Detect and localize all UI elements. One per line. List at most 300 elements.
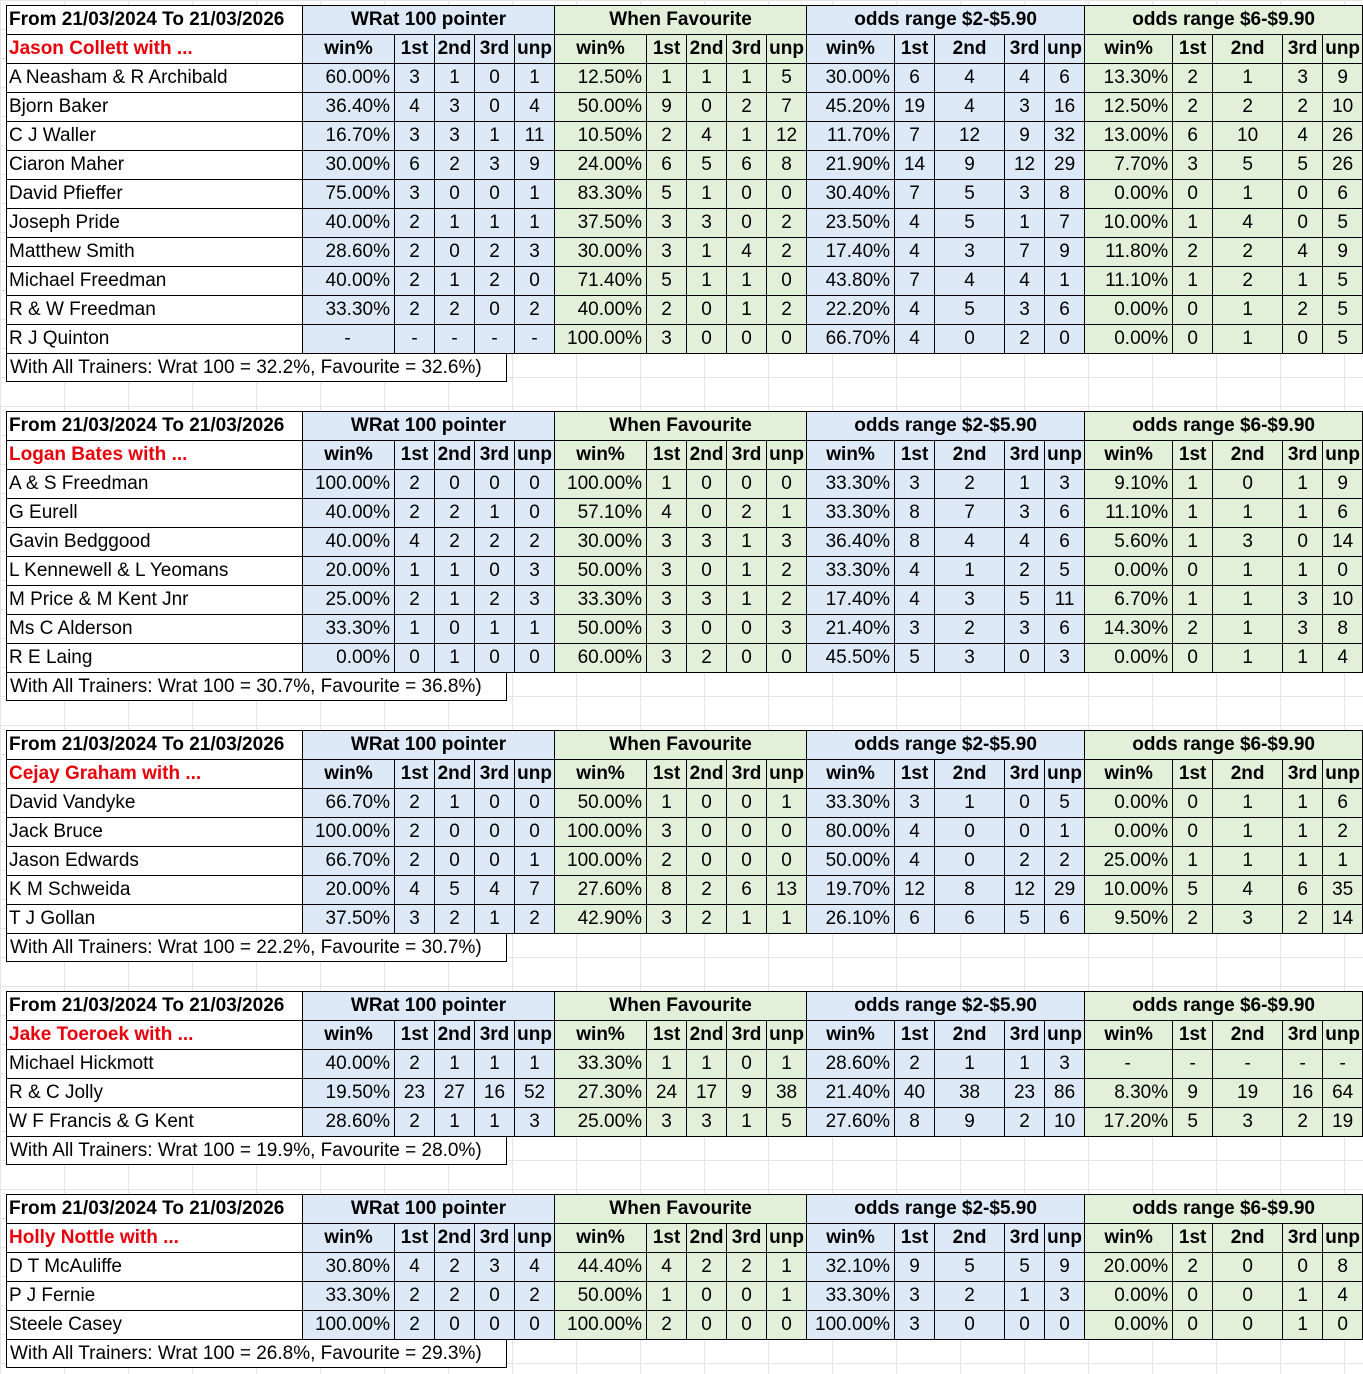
count-cell: 6 bbox=[1323, 180, 1363, 209]
count-cell: 5 bbox=[1005, 905, 1045, 934]
count-cell: 0 bbox=[1213, 1282, 1283, 1311]
count-cell: 4 bbox=[895, 296, 935, 325]
trainer-name: Michael Hickmott bbox=[7, 1050, 303, 1079]
count-cell: 1 bbox=[515, 180, 555, 209]
count-cell: 5 bbox=[647, 267, 687, 296]
column-header: 1st bbox=[895, 1224, 935, 1253]
count-cell: 2 bbox=[935, 1282, 1005, 1311]
count-cell: 3 bbox=[687, 209, 727, 238]
count-cell: 3 bbox=[647, 557, 687, 586]
win-pct-cell: 50.00% bbox=[555, 615, 647, 644]
column-header: 2nd bbox=[687, 1021, 727, 1050]
count-cell: 2 bbox=[435, 151, 475, 180]
win-pct-cell: 57.10% bbox=[555, 499, 647, 528]
count-cell: 0 bbox=[435, 470, 475, 499]
win-pct-cell: 5.60% bbox=[1085, 528, 1173, 557]
column-header: win% bbox=[1085, 441, 1173, 470]
count-cell: 2 bbox=[935, 470, 1005, 499]
table-row bbox=[7, 818, 1363, 847]
count-cell: 10 bbox=[1323, 93, 1363, 122]
count-cell: 3 bbox=[767, 615, 807, 644]
group-header: odds range $2-$5.90 bbox=[807, 1195, 1085, 1224]
column-header: 1st bbox=[395, 35, 435, 64]
count-cell: 2 bbox=[647, 847, 687, 876]
win-pct-cell: 11.10% bbox=[1085, 267, 1173, 296]
group-header: WRat 100 pointer bbox=[303, 412, 555, 441]
count-cell: 1 bbox=[515, 64, 555, 93]
column-header: 1st bbox=[647, 35, 687, 64]
count-cell: 12 bbox=[1005, 151, 1045, 180]
count-cell: 3 bbox=[1005, 499, 1045, 528]
count-cell: 0 bbox=[687, 470, 727, 499]
count-cell: 0 bbox=[727, 644, 767, 673]
count-cell: 2 bbox=[395, 296, 435, 325]
count-cell: 6 bbox=[727, 876, 767, 905]
count-cell: 13 bbox=[767, 876, 807, 905]
group-header: odds range $2-$5.90 bbox=[807, 6, 1085, 35]
count-cell: 0 bbox=[687, 1311, 727, 1340]
table-row bbox=[7, 905, 1363, 934]
table-row bbox=[7, 151, 1363, 180]
trainer-name: Michael Freedman bbox=[7, 267, 303, 296]
count-cell: 0 bbox=[515, 818, 555, 847]
count-cell: 0 bbox=[475, 1282, 515, 1311]
count-cell: 4 bbox=[895, 586, 935, 615]
table-row bbox=[7, 876, 1363, 905]
header-row bbox=[7, 1195, 1363, 1224]
win-pct-cell: 33.30% bbox=[807, 470, 895, 499]
win-pct-cell: 100.00% bbox=[807, 1311, 895, 1340]
column-header: 1st bbox=[395, 1021, 435, 1050]
count-cell: 9 bbox=[1323, 64, 1363, 93]
count-cell: 1 bbox=[1213, 644, 1283, 673]
count-cell: 0 bbox=[475, 180, 515, 209]
count-cell: 2 bbox=[767, 586, 807, 615]
count-cell: 4 bbox=[1283, 122, 1323, 151]
count-cell: - bbox=[395, 325, 435, 354]
table-row bbox=[7, 267, 1363, 296]
count-cell: 3 bbox=[687, 528, 727, 557]
count-cell: 3 bbox=[1045, 644, 1085, 673]
win-pct-cell: 50.00% bbox=[555, 557, 647, 586]
period-title: From 21/03/2024 To 21/03/2026 bbox=[7, 6, 303, 35]
count-cell: 1 bbox=[935, 789, 1005, 818]
count-cell: 2 bbox=[1213, 267, 1283, 296]
table-row bbox=[7, 528, 1363, 557]
win-pct-cell: 50.00% bbox=[807, 847, 895, 876]
win-pct-cell: 6.70% bbox=[1085, 586, 1173, 615]
count-cell: 5 bbox=[1173, 1108, 1213, 1137]
count-cell: 2 bbox=[395, 1050, 435, 1079]
trainer-name: Jack Bruce bbox=[7, 818, 303, 847]
column-header: unp bbox=[1045, 760, 1085, 789]
count-cell: 0 bbox=[1283, 180, 1323, 209]
column-header: unp bbox=[767, 35, 807, 64]
count-cell: 3 bbox=[647, 905, 687, 934]
trainer-name: T J Gollan bbox=[7, 905, 303, 934]
count-cell: 1 bbox=[475, 499, 515, 528]
count-cell: 1 bbox=[687, 180, 727, 209]
count-cell: 3 bbox=[1213, 1108, 1283, 1137]
stats-table bbox=[6, 991, 1363, 1137]
count-cell: 2 bbox=[515, 528, 555, 557]
column-header: 3rd bbox=[1005, 1224, 1045, 1253]
count-cell: 2 bbox=[435, 499, 475, 528]
count-cell: 6 bbox=[1173, 122, 1213, 151]
win-pct-cell: 0.00% bbox=[1085, 818, 1173, 847]
count-cell: - bbox=[1283, 1050, 1323, 1079]
win-pct-cell: 40.00% bbox=[303, 209, 395, 238]
count-cell: 0 bbox=[687, 325, 727, 354]
table-row bbox=[7, 1282, 1363, 1311]
count-cell: 1 bbox=[435, 1108, 475, 1137]
count-cell: 1 bbox=[395, 615, 435, 644]
column-header: 2nd bbox=[935, 760, 1005, 789]
group-header: When Favourite bbox=[555, 731, 807, 760]
count-cell: 1 bbox=[1283, 470, 1323, 499]
count-cell: 2 bbox=[1045, 847, 1085, 876]
count-cell: 2 bbox=[435, 528, 475, 557]
count-cell: 1 bbox=[1045, 267, 1085, 296]
count-cell: 2 bbox=[435, 1282, 475, 1311]
count-cell: 38 bbox=[767, 1079, 807, 1108]
column-header: 3rd bbox=[727, 441, 767, 470]
count-cell: 4 bbox=[895, 209, 935, 238]
count-cell: 35 bbox=[1323, 876, 1363, 905]
count-cell: 3 bbox=[895, 615, 935, 644]
count-cell: 3 bbox=[475, 1253, 515, 1282]
win-pct-cell: 13.30% bbox=[1085, 64, 1173, 93]
count-cell: 4 bbox=[895, 325, 935, 354]
column-header: 2nd bbox=[935, 35, 1005, 64]
count-cell: 2 bbox=[647, 1311, 687, 1340]
win-pct-cell: 0.00% bbox=[1085, 296, 1173, 325]
win-pct-cell: 0.00% bbox=[1085, 325, 1173, 354]
count-cell: 9 bbox=[1173, 1079, 1213, 1108]
count-cell: 8 bbox=[1323, 1253, 1363, 1282]
count-cell: 4 bbox=[1005, 528, 1045, 557]
count-cell: 2 bbox=[1283, 905, 1323, 934]
column-header: win% bbox=[303, 1224, 395, 1253]
jockey-label: Cejay Graham with ... bbox=[7, 760, 303, 789]
win-pct-cell: 0.00% bbox=[1085, 789, 1173, 818]
count-cell: 2 bbox=[395, 586, 435, 615]
column-header: 3rd bbox=[1005, 760, 1045, 789]
count-cell: 3 bbox=[515, 1108, 555, 1137]
column-header: win% bbox=[807, 1021, 895, 1050]
jockey-label: Logan Bates with ... bbox=[7, 441, 303, 470]
count-cell: 0 bbox=[435, 1311, 475, 1340]
column-header: 1st bbox=[1173, 441, 1213, 470]
win-pct-cell: 12.50% bbox=[555, 64, 647, 93]
count-cell: 0 bbox=[767, 644, 807, 673]
trainer-name: Ciaron Maher bbox=[7, 151, 303, 180]
count-cell: 3 bbox=[647, 528, 687, 557]
count-cell: 3 bbox=[1213, 528, 1283, 557]
count-cell: 2 bbox=[1173, 905, 1213, 934]
count-cell: 3 bbox=[935, 238, 1005, 267]
count-cell: 4 bbox=[395, 1253, 435, 1282]
count-cell: 6 bbox=[1323, 789, 1363, 818]
column-header: unp bbox=[1323, 35, 1363, 64]
count-cell: 19 bbox=[1213, 1079, 1283, 1108]
stats-table bbox=[6, 730, 1363, 934]
count-cell: 2 bbox=[1173, 615, 1213, 644]
column-header: win% bbox=[807, 441, 895, 470]
column-header: win% bbox=[555, 1224, 647, 1253]
count-cell: 5 bbox=[435, 876, 475, 905]
win-pct-cell: 30.00% bbox=[555, 238, 647, 267]
count-cell: 1 bbox=[435, 789, 475, 818]
count-cell: 3 bbox=[647, 644, 687, 673]
win-pct-cell: 37.50% bbox=[303, 905, 395, 934]
count-cell: 6 bbox=[935, 905, 1005, 934]
count-cell: 1 bbox=[515, 209, 555, 238]
count-cell: 7 bbox=[895, 122, 935, 151]
count-cell: 40 bbox=[895, 1079, 935, 1108]
trainer-name: A & S Freedman bbox=[7, 470, 303, 499]
count-cell: 2 bbox=[1283, 1108, 1323, 1137]
win-pct-cell: 50.00% bbox=[555, 93, 647, 122]
count-cell: 4 bbox=[647, 499, 687, 528]
all-trainers-summary: With All Trainers: Wrat 100 = 32.2%, Favourite = 32.6%) bbox=[6, 353, 507, 382]
count-cell: 0 bbox=[935, 847, 1005, 876]
group-header: odds range $6-$9.90 bbox=[1085, 1195, 1363, 1224]
win-pct-cell: 30.00% bbox=[555, 528, 647, 557]
subheader-row bbox=[7, 1224, 1363, 1253]
column-header: 2nd bbox=[687, 760, 727, 789]
column-header: 2nd bbox=[435, 441, 475, 470]
win-pct-cell: 20.00% bbox=[1085, 1253, 1173, 1282]
count-cell: - bbox=[1213, 1050, 1283, 1079]
count-cell: 1 bbox=[475, 1108, 515, 1137]
count-cell: 3 bbox=[435, 122, 475, 151]
trainer-name: P J Fernie bbox=[7, 1282, 303, 1311]
column-header: unp bbox=[767, 1021, 807, 1050]
count-cell: 7 bbox=[767, 93, 807, 122]
win-pct-cell: 27.60% bbox=[555, 876, 647, 905]
trainer-name: W F Francis & G Kent bbox=[7, 1108, 303, 1137]
column-header: 3rd bbox=[727, 1021, 767, 1050]
count-cell: 1 bbox=[1213, 325, 1283, 354]
count-cell: 0 bbox=[475, 847, 515, 876]
win-pct-cell: 17.20% bbox=[1085, 1108, 1173, 1137]
table-row bbox=[7, 1050, 1363, 1079]
count-cell: 0 bbox=[515, 789, 555, 818]
column-header: 1st bbox=[895, 35, 935, 64]
count-cell: 5 bbox=[1283, 151, 1323, 180]
win-pct-cell: 83.30% bbox=[555, 180, 647, 209]
count-cell: 1 bbox=[727, 1108, 767, 1137]
column-header: 2nd bbox=[687, 441, 727, 470]
count-cell: 5 bbox=[935, 180, 1005, 209]
column-header: 2nd bbox=[1213, 35, 1283, 64]
win-pct-cell: 100.00% bbox=[555, 470, 647, 499]
count-cell: 1 bbox=[435, 267, 475, 296]
count-cell: 1 bbox=[435, 586, 475, 615]
count-cell: 10 bbox=[1213, 122, 1283, 151]
count-cell: 5 bbox=[935, 296, 1005, 325]
count-cell: 1 bbox=[475, 1050, 515, 1079]
count-cell: 0 bbox=[515, 470, 555, 499]
count-cell: 5 bbox=[1323, 267, 1363, 296]
count-cell: 1 bbox=[1283, 789, 1323, 818]
column-header: unp bbox=[515, 1021, 555, 1050]
count-cell: 0 bbox=[687, 789, 727, 818]
win-pct-cell: 25.00% bbox=[555, 1108, 647, 1137]
count-cell: 2 bbox=[475, 238, 515, 267]
count-cell: 0 bbox=[767, 325, 807, 354]
count-cell: 6 bbox=[395, 151, 435, 180]
column-header: unp bbox=[1323, 1021, 1363, 1050]
count-cell: 4 bbox=[395, 93, 435, 122]
count-cell: 4 bbox=[395, 528, 435, 557]
count-cell: 3 bbox=[895, 470, 935, 499]
stats-table bbox=[6, 1194, 1363, 1340]
count-cell: 5 bbox=[767, 1108, 807, 1137]
count-cell: 2 bbox=[687, 876, 727, 905]
column-header: 1st bbox=[895, 441, 935, 470]
count-cell: 8 bbox=[895, 528, 935, 557]
count-cell: 8 bbox=[895, 499, 935, 528]
count-cell: 1 bbox=[687, 64, 727, 93]
count-cell: 3 bbox=[1005, 93, 1045, 122]
win-pct-cell: 20.00% bbox=[303, 876, 395, 905]
header-row bbox=[7, 992, 1363, 1021]
table-row bbox=[7, 296, 1363, 325]
count-cell: 0 bbox=[1323, 557, 1363, 586]
count-cell: 2 bbox=[647, 296, 687, 325]
win-pct-cell: 60.00% bbox=[555, 644, 647, 673]
column-header: unp bbox=[515, 760, 555, 789]
win-pct-cell: 40.00% bbox=[303, 267, 395, 296]
count-cell: 0 bbox=[935, 325, 1005, 354]
column-header: 3rd bbox=[1005, 441, 1045, 470]
count-cell: 5 bbox=[895, 644, 935, 673]
count-cell: 0 bbox=[475, 557, 515, 586]
count-cell: 0 bbox=[435, 238, 475, 267]
count-cell: 4 bbox=[395, 876, 435, 905]
column-header: 1st bbox=[1173, 1224, 1213, 1253]
count-cell: 12 bbox=[895, 876, 935, 905]
table-row bbox=[7, 325, 1363, 354]
count-cell: 2 bbox=[395, 818, 435, 847]
count-cell: 2 bbox=[1283, 296, 1323, 325]
win-pct-cell: 21.40% bbox=[807, 1079, 895, 1108]
count-cell: 9 bbox=[1045, 238, 1085, 267]
count-cell: 3 bbox=[1005, 615, 1045, 644]
count-cell: 1 bbox=[727, 267, 767, 296]
count-cell: 0 bbox=[395, 644, 435, 673]
count-cell: 6 bbox=[1045, 499, 1085, 528]
count-cell: 10 bbox=[1323, 586, 1363, 615]
column-header: unp bbox=[1323, 441, 1363, 470]
count-cell: 0 bbox=[1173, 1311, 1213, 1340]
count-cell: 3 bbox=[1045, 1050, 1085, 1079]
count-cell: 0 bbox=[1173, 818, 1213, 847]
count-cell: 4 bbox=[1005, 267, 1045, 296]
column-header: 3rd bbox=[475, 35, 515, 64]
count-cell: 0 bbox=[1283, 325, 1323, 354]
count-cell: 1 bbox=[647, 470, 687, 499]
count-cell: 0 bbox=[1173, 644, 1213, 673]
all-trainers-summary: With All Trainers: Wrat 100 = 19.9%, Favourite = 28.0%) bbox=[6, 1136, 507, 1165]
count-cell: 3 bbox=[647, 586, 687, 615]
win-pct-cell: 66.70% bbox=[807, 325, 895, 354]
win-pct-cell: 0.00% bbox=[1085, 644, 1173, 673]
count-cell: 0 bbox=[435, 847, 475, 876]
group-header: odds range $6-$9.90 bbox=[1085, 992, 1363, 1021]
column-header: 1st bbox=[1173, 1021, 1213, 1050]
win-pct-cell: 66.70% bbox=[303, 847, 395, 876]
count-cell: 8 bbox=[895, 1108, 935, 1137]
table-row bbox=[7, 470, 1363, 499]
win-pct-cell: 0.00% bbox=[303, 644, 395, 673]
column-header: 1st bbox=[1173, 760, 1213, 789]
count-cell: 2 bbox=[1173, 238, 1213, 267]
count-cell: - bbox=[515, 325, 555, 354]
table-row bbox=[7, 1079, 1363, 1108]
count-cell: 7 bbox=[1005, 238, 1045, 267]
count-cell: 1 bbox=[515, 1050, 555, 1079]
count-cell: 0 bbox=[475, 470, 515, 499]
count-cell: 1 bbox=[647, 1282, 687, 1311]
count-cell: 2 bbox=[515, 905, 555, 934]
table-row bbox=[7, 789, 1363, 818]
count-cell: 4 bbox=[727, 238, 767, 267]
count-cell: 0 bbox=[515, 499, 555, 528]
count-cell: 2 bbox=[475, 586, 515, 615]
column-header: win% bbox=[303, 441, 395, 470]
column-header: win% bbox=[1085, 1021, 1173, 1050]
win-pct-cell: 28.60% bbox=[303, 238, 395, 267]
column-header: 1st bbox=[647, 441, 687, 470]
count-cell: 1 bbox=[1213, 499, 1283, 528]
count-cell: 2 bbox=[895, 1050, 935, 1079]
count-cell: 3 bbox=[395, 180, 435, 209]
count-cell: 1 bbox=[1173, 528, 1213, 557]
count-cell: 0 bbox=[1173, 296, 1213, 325]
count-cell: 2 bbox=[515, 296, 555, 325]
win-pct-cell: 9.10% bbox=[1085, 470, 1173, 499]
count-cell: 1 bbox=[1173, 470, 1213, 499]
win-pct-cell: 19.70% bbox=[807, 876, 895, 905]
count-cell: 3 bbox=[1005, 296, 1045, 325]
count-cell: 2 bbox=[687, 644, 727, 673]
trainer-name: R J Quinton bbox=[7, 325, 303, 354]
count-cell: 5 bbox=[935, 1253, 1005, 1282]
count-cell: 0 bbox=[1005, 789, 1045, 818]
count-cell: 3 bbox=[647, 209, 687, 238]
count-cell: 0 bbox=[1045, 325, 1085, 354]
count-cell: 1 bbox=[1213, 789, 1283, 818]
column-header: 2nd bbox=[935, 441, 1005, 470]
count-cell: 4 bbox=[647, 1253, 687, 1282]
win-pct-cell: 11.10% bbox=[1085, 499, 1173, 528]
column-header: win% bbox=[303, 760, 395, 789]
count-cell: 3 bbox=[895, 1311, 935, 1340]
count-cell: 0 bbox=[727, 209, 767, 238]
count-cell: 2 bbox=[687, 1253, 727, 1282]
count-cell: 3 bbox=[515, 557, 555, 586]
group-header: When Favourite bbox=[555, 412, 807, 441]
table-row bbox=[7, 209, 1363, 238]
table-row bbox=[7, 615, 1363, 644]
group-header: odds range $6-$9.90 bbox=[1085, 6, 1363, 35]
count-cell: 9 bbox=[647, 93, 687, 122]
count-cell: 1 bbox=[687, 267, 727, 296]
count-cell: 26 bbox=[1323, 151, 1363, 180]
